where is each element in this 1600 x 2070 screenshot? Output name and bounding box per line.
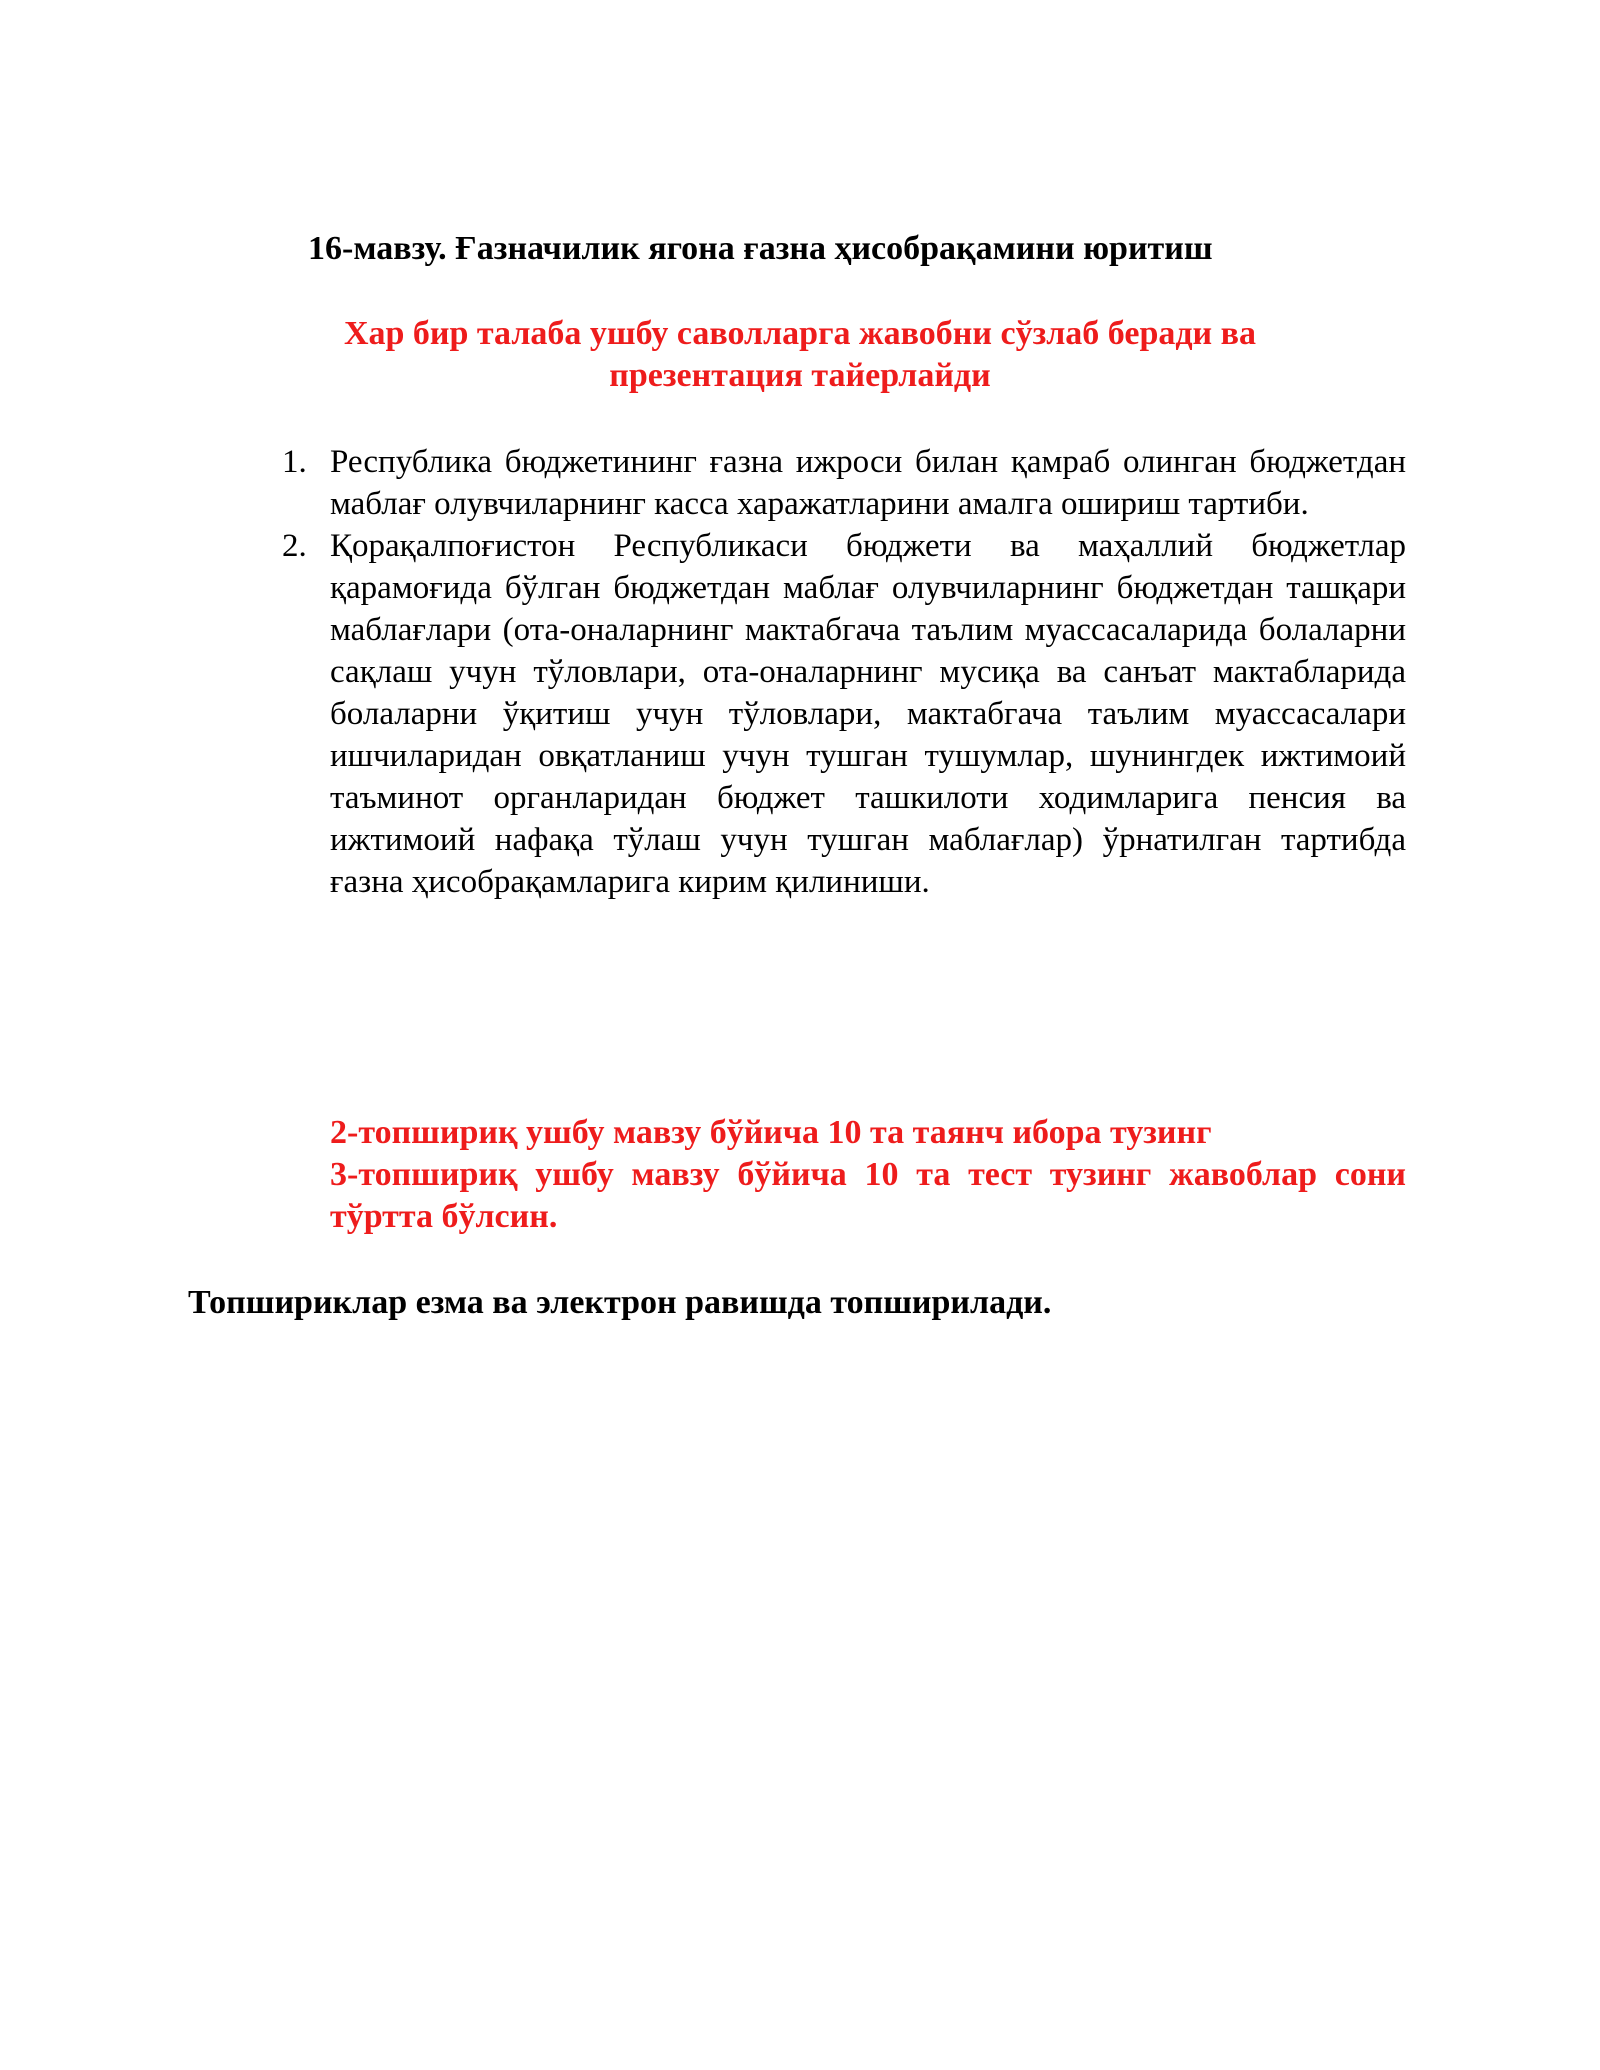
question-number: 2.: [282, 528, 307, 564]
question-text: Қорақалпоғистон Республикаси бюджети ва маҳаллий бюджетлар қарамоғида бўлган бюджетдан маблағ олувчиларнинг бюджетдан ташқари маблағлари (ота-оналарнинг мактабгача таълим муассасаларида болаларни сақлаш учун тўловлари, ота-оналарнинг мусиқа ва санъат мактабларида болаларни ўқитиш учун тўловлари, мактабгача таълим муассасалари ишчиларидан овқатланиш учун тушган тушумлар, шунингдек ижтимоий таъминот органларидан бюджет ташкилоти ходимларига пенсия ва ижтимоий нафақа тўлаш учун тушган маблағлар) ўрнатилган тартибда ғазна ҳисобрақамларига кирим қилиниши.: [330, 528, 1406, 900]
question-list: [282, 441, 1406, 903]
footer-note: Топшириклар езма ва электрон равишда топширилади.: [188, 1284, 1052, 1321]
question-item-2: [282, 525, 1406, 903]
question-number: 1.: [282, 444, 307, 480]
task-item-2: 2-топшириқ ушбу мавзу бўйича 10 та таянч ибора тузинг: [330, 1114, 1212, 1151]
document-title: 16-мавзу. Ғазначилик ягона ғазна ҳисобрақамини юритиш: [308, 230, 1213, 267]
question-item-1: [282, 441, 1406, 525]
instruction-line-1: Хар бир талаба ушбу саволларга жавобни сўзлаб беради ва: [343, 315, 1257, 352]
task-item-3: 3-топшириқ ушбу мавзу бўйича 10 та тест тузинг жавоблар сони тўртта бўлсин.: [330, 1156, 1406, 1235]
instruction-line-2: презентация тайерлайди: [609, 357, 991, 394]
instruction-text: [200, 313, 1400, 397]
task-list: [330, 1112, 1406, 1238]
question-text: Республика бюджетининг ғазна ижроси билан қамраб олинган бюджетдан маблағ олувчиларнинг касса харажатларини амалга ошириш тартиби.: [330, 444, 1406, 522]
